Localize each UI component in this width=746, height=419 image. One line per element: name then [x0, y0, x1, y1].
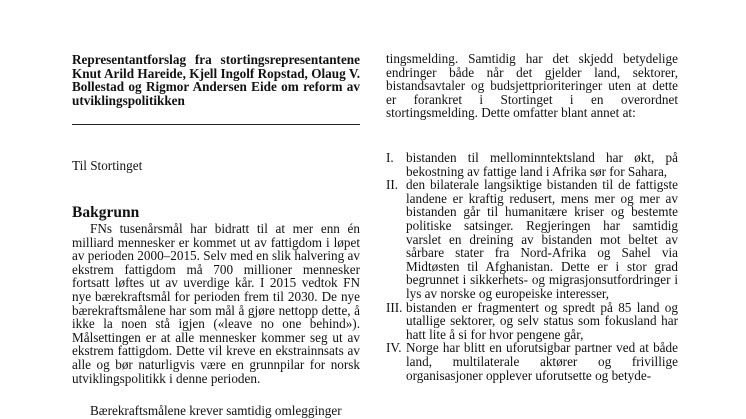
title-divider: [72, 124, 360, 125]
list-item-number: II.: [386, 177, 399, 193]
list-item-text: bistanden til mellominntektsland har økt, på bekostning av fattige land i Afrika sør for Sahara,: [406, 150, 678, 179]
numbered-list: [386, 151, 678, 382]
right-column-intro: tingsmelding. Samtidig har det skjedd betydelige endringer både når det gjelder land, sektorer, bistandsavtaler og budsjettprioriteringer uten at dette er forankret i Stortinget i en overordnet stortingsmelding. Dette omfatter blant annet at:: [386, 51, 678, 121]
list-item-number: I.: [386, 150, 394, 165]
list-item: [386, 341, 678, 382]
list-item: [386, 301, 678, 342]
section-heading: Bakgrunn: [72, 204, 140, 221]
body-paragraph: Bærekraftsmålene krever samtidig omlegginger: [90, 403, 342, 418]
list-item: [386, 178, 678, 300]
list-item-text: bistanden er fragmentert og spredt på 85 land og utallige sektorer, og selv status som fokusland har hatt lite å si for hvor pengene går,: [406, 299, 678, 342]
list-item-number: IV.: [386, 340, 402, 356]
document-title: Representantforslag fra stortingsrepresentantene Knut Arild Hareide, Kjell Ingolf Ropstad, Olaug V. Bollestad og Rigmor Andersen Eide om reform av utviklingspolitikken: [72, 52, 360, 108]
list-item-text: Norge har blitt en uforutsigbar partner ved at både land, multilaterale aktører og frivillige organisasjoner opplever uforutsette og betyde-: [406, 340, 678, 383]
addressee: Til Stortinget: [72, 158, 143, 173]
body-paragraph: FNs tusenårsmål har bidratt til at mer enn én milliard mennesker er kommet ut av fattigdom i løpet av perioden 2000–2015. Selv med en slik halvering av ekstrem fattigdom må 700 millioner mennesker fortsatt løftes ut av uverdige kår. I 2015 vedtok FN nye bærekraftsmål for perioden frem til 2030. De nye bærekraftsmålene har som mål å gjøre nettopp dette, å ikke la noen stå igjen («leave no one behind»). Målsettingen er at alle mennesker kommer seg ut av ekstrem fattigdom. Dette vil kreve en ekstrainnsats av alle og bør naturligvis være en grunnpilar for norsk utviklingspolitikk i denne perioden.: [72, 221, 360, 386]
list-item-number: III.: [386, 299, 403, 315]
list-item: [386, 151, 678, 178]
list-item-text: den bilaterale langsiktige bistanden til de fattigste landene er kraftig redusert, mens mer og mer av bistanden går til humanitære kriser og bestemte politiske satsinger. Regjeringen har samtidig varslet en dreining av bistanden mot beltet av sårbare stater fra Nord-Afrika og Sahel via Midtøsten til Afghanistan. Dette er i stor grad begrunnet i sikkerhets- og migrasjonsutfordringer i lys av norske og europeiske interesser,: [406, 177, 678, 301]
